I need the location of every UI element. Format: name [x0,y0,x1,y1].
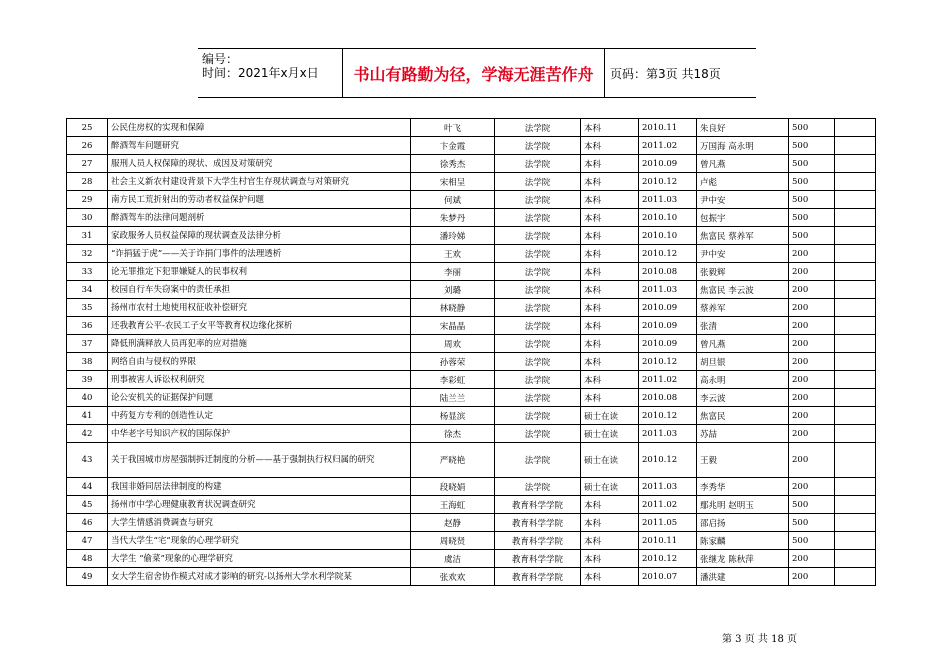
project-title: 女大学生宿舍协作模式对成才影响的研究-以扬州大学水利学院某 [108,568,411,586]
project-title: 论公安机关的证据保护问题 [108,389,411,407]
empty-cell [835,209,876,227]
empty-cell [835,245,876,263]
row-number: 27 [67,155,108,173]
advisor: 张清 [697,317,789,335]
start-date: 2010.12 [639,173,697,191]
start-date: 2010.10 [639,227,697,245]
education-level: 本科 [581,353,639,371]
student-name: 潘玲娣 [411,227,495,245]
row-number: 42 [67,425,108,443]
empty-cell [835,353,876,371]
advisor: 蔡养军 [697,299,789,317]
project-title: 服刑人员人权保障的现状、成因及对策研究 [108,155,411,173]
row-number: 30 [67,209,108,227]
education-level: 硕士在读 [581,407,639,425]
student-name: 朱梦丹 [411,209,495,227]
education-level: 本科 [581,191,639,209]
project-title: 我国非婚同居法律制度的构建 [108,478,411,496]
funding-amount: 500 [789,155,835,173]
project-title: 关于我国城市房屋强制拆迁制度的分析——基于强制执行权归属的研究 [108,443,411,478]
student-name: 李丽 [411,263,495,281]
college: 教育科学学院 [495,514,581,532]
project-title: 公民住房权的实现和保障 [108,119,411,137]
advisor: 焦富民 李云波 [697,281,789,299]
table-row [67,137,876,155]
table-row [67,478,876,496]
funding-amount: 500 [789,119,835,137]
funding-amount: 200 [789,425,835,443]
advisor: 邵启扬 [697,514,789,532]
college: 法学院 [495,227,581,245]
start-date: 2010.08 [639,389,697,407]
advisor: 卢彪 [697,173,789,191]
college: 法学院 [495,335,581,353]
empty-cell [835,371,876,389]
header-meta [198,49,342,97]
project-title: 校园自行车失窃案中的责任承担 [108,281,411,299]
table-row [67,425,876,443]
college: 教育科学学院 [495,496,581,514]
empty-cell [835,299,876,317]
student-name: 赵静 [411,514,495,532]
funding-amount: 500 [789,514,835,532]
table-row [67,335,876,353]
funding-amount: 200 [789,353,835,371]
student-name: 何斌 [411,191,495,209]
table-row [67,496,876,514]
empty-cell [835,425,876,443]
start-date: 2010.09 [639,335,697,353]
table-row [67,568,876,586]
project-title: 醉酒驾车问题研究 [108,137,411,155]
start-date: 2011.02 [639,137,697,155]
empty-cell [835,119,876,137]
funding-amount: 500 [789,191,835,209]
college: 法学院 [495,119,581,137]
education-level: 本科 [581,317,639,335]
college: 教育科学学院 [495,550,581,568]
table-row [67,371,876,389]
funding-amount: 200 [789,245,835,263]
empty-cell [835,568,876,586]
table-row [67,299,876,317]
page-info: 页码：第3页 共18页 [610,66,721,81]
advisor: 胡旦银 [697,353,789,371]
student-name: 徐秀杰 [411,155,495,173]
table-row [67,173,876,191]
row-number: 26 [67,137,108,155]
student-name: 卞金霞 [411,137,495,155]
row-number: 43 [67,443,108,478]
empty-cell [835,496,876,514]
education-level: 本科 [581,389,639,407]
start-date: 2010.12 [639,550,697,568]
row-number: 49 [67,568,108,586]
college: 法学院 [495,317,581,335]
table-row [67,317,876,335]
row-number: 33 [67,263,108,281]
student-name: 段晓娟 [411,478,495,496]
advisor: 苏喆 [697,425,789,443]
student-name: 周欢 [411,335,495,353]
student-name: 虞洁 [411,550,495,568]
empty-cell [835,281,876,299]
college: 法学院 [495,155,581,173]
project-table [66,118,876,586]
education-level: 本科 [581,263,639,281]
table-row [67,407,876,425]
table-row [67,245,876,263]
funding-amount: 200 [789,263,835,281]
project-title: 大学生情感消费调查与研究 [108,514,411,532]
start-date: 2010.09 [639,155,697,173]
education-level: 本科 [581,496,639,514]
project-title: 降低刑满释放人员再犯率的应对措施 [108,335,411,353]
row-number: 34 [67,281,108,299]
funding-amount: 500 [789,137,835,155]
funding-amount: 500 [789,532,835,550]
start-date: 2010.12 [639,443,697,478]
funding-amount: 500 [789,173,835,191]
education-level: 本科 [581,173,639,191]
start-date: 2010.12 [639,245,697,263]
college: 法学院 [495,245,581,263]
time-label: 时间：2021年x月x日 [202,66,319,80]
project-title: 网络自由与侵权的界限 [108,353,411,371]
project-title: 论无罪推定下犯罪嫌疑人的民事权利 [108,263,411,281]
project-title: 还我教育公平-农民工子女平等教育权边缘化探析 [108,317,411,335]
start-date: 2010.07 [639,568,697,586]
funding-amount: 200 [789,550,835,568]
project-title: 扬州市农村土地使用权征收补偿研究 [108,299,411,317]
project-title: 扬州市中学心理健康教育状况调查研究 [108,496,411,514]
empty-cell [835,173,876,191]
student-name: 叶飞 [411,119,495,137]
education-level: 本科 [581,245,639,263]
funding-amount: 200 [789,568,835,586]
advisor: 李云波 [697,389,789,407]
advisor: 潘洪建 [697,568,789,586]
empty-cell [835,137,876,155]
advisor: 曾凡燕 [697,155,789,173]
row-number: 46 [67,514,108,532]
student-name: 孙蓉荣 [411,353,495,371]
start-date: 2010.09 [639,317,697,335]
start-date: 2010.11 [639,119,697,137]
row-number: 29 [67,191,108,209]
college: 法学院 [495,407,581,425]
college: 教育科学学院 [495,532,581,550]
table-row [67,389,876,407]
college: 法学院 [495,478,581,496]
funding-amount: 200 [789,335,835,353]
row-number: 36 [67,317,108,335]
project-title: 南方民工荒折射出的劳动者权益保护问题 [108,191,411,209]
college: 法学院 [495,353,581,371]
student-name: 刘璐 [411,281,495,299]
education-level: 本科 [581,299,639,317]
student-name: 王欢 [411,245,495,263]
funding-amount: 200 [789,299,835,317]
education-level: 本科 [581,550,639,568]
funding-amount: 500 [789,209,835,227]
empty-cell [835,407,876,425]
project-title: 当代大学生“宅”现象的心理学研究 [108,532,411,550]
advisor: 焦富民 蔡养军 [697,227,789,245]
college: 法学院 [495,209,581,227]
advisor: 万国海 高永明 [697,137,789,155]
start-date: 2011.03 [639,191,697,209]
table-row [67,263,876,281]
student-name: 宋晶晶 [411,317,495,335]
education-level: 本科 [581,227,639,245]
education-level: 本科 [581,335,639,353]
college: 法学院 [495,299,581,317]
project-title: 中华老字号知识产权的国际保护 [108,425,411,443]
empty-cell [835,155,876,173]
row-number: 39 [67,371,108,389]
start-date: 2011.03 [639,478,697,496]
table-row [67,191,876,209]
start-date: 2010.09 [639,299,697,317]
empty-cell [835,317,876,335]
table-row [67,209,876,227]
project-title: “诈捐猛于虎”——关于诈捐门事件的法理透析 [108,245,411,263]
table-row [67,443,876,478]
advisor: 张继龙 陈秋萍 [697,550,789,568]
row-number: 41 [67,407,108,425]
funding-amount: 200 [789,371,835,389]
education-level: 本科 [581,137,639,155]
student-name: 张欢欢 [411,568,495,586]
education-level: 本科 [581,209,639,227]
student-name: 陆兰兰 [411,389,495,407]
advisor: 张毅辉 [697,263,789,281]
funding-amount: 500 [789,496,835,514]
start-date: 2011.03 [639,425,697,443]
advisor: 尹中安 [697,191,789,209]
table-row [67,550,876,568]
empty-cell [835,532,876,550]
college: 法学院 [495,443,581,478]
college: 法学院 [495,389,581,407]
advisor: 焦富民 [697,407,789,425]
funding-amount: 200 [789,281,835,299]
row-number: 31 [67,227,108,245]
row-number: 47 [67,532,108,550]
college: 法学院 [495,425,581,443]
funding-amount: 200 [789,389,835,407]
start-date: 2010.08 [639,263,697,281]
page-header [198,48,756,98]
funding-amount: 500 [789,227,835,245]
education-level: 硕士在读 [581,443,639,478]
funding-amount: 200 [789,443,835,478]
education-level: 本科 [581,514,639,532]
advisor: 尹中安 [697,245,789,263]
funding-amount: 200 [789,478,835,496]
student-name: 周晓贤 [411,532,495,550]
college: 法学院 [495,173,581,191]
empty-cell [835,478,876,496]
education-level: 本科 [581,371,639,389]
student-name: 宋相呈 [411,173,495,191]
table-row [67,353,876,371]
row-number: 25 [67,119,108,137]
row-number: 32 [67,245,108,263]
education-level: 本科 [581,281,639,299]
college: 法学院 [495,371,581,389]
empty-cell [835,514,876,532]
empty-cell [835,550,876,568]
start-date: 2010.12 [639,353,697,371]
student-name: 王海虹 [411,496,495,514]
start-date: 2010.10 [639,209,697,227]
advisor: 鄢兆明 赵明玉 [697,496,789,514]
row-number: 40 [67,389,108,407]
student-name: 杨显滨 [411,407,495,425]
college: 法学院 [495,281,581,299]
table-row [67,119,876,137]
advisor: 李秀华 [697,478,789,496]
table-row [67,227,876,245]
row-number: 45 [67,496,108,514]
college: 法学院 [495,137,581,155]
start-date: 2011.02 [639,496,697,514]
student-name: 徐杰 [411,425,495,443]
advisor: 王毅 [697,443,789,478]
empty-cell [835,335,876,353]
motto: 书山有路勤为径，学海无涯苦作舟 [342,49,605,97]
project-title: 家政服务人员权益保障的现状调查及法律分析 [108,227,411,245]
college: 教育科学学院 [495,568,581,586]
advisor: 朱良好 [697,119,789,137]
row-number: 37 [67,335,108,353]
project-title: 社会主义新农村建设背景下大学生村官生存现状调查与对策研究 [108,173,411,191]
funding-amount: 200 [789,317,835,335]
project-title: 大学生 “偷菜”现象的心理学研究 [108,550,411,568]
college: 法学院 [495,191,581,209]
advisor: 曾凡燕 [697,335,789,353]
advisor: 陈家麟 [697,532,789,550]
project-title: 刑事被害人诉讼权利研究 [108,371,411,389]
education-level: 本科 [581,568,639,586]
table-row [67,532,876,550]
student-name: 林晓静 [411,299,495,317]
table-row [67,281,876,299]
start-date: 2011.03 [639,281,697,299]
advisor: 包振宇 [697,209,789,227]
row-number: 38 [67,353,108,371]
table-row [67,155,876,173]
funding-amount: 200 [789,407,835,425]
number-label: 编号： [202,52,239,66]
advisor: 高永明 [697,371,789,389]
page-footer: 第 3 页 共 18 页 [722,634,797,645]
project-title: 中药复方专利的创造性认定 [108,407,411,425]
row-number: 35 [67,299,108,317]
row-number: 44 [67,478,108,496]
empty-cell [835,443,876,478]
student-name: 严晓艳 [411,443,495,478]
table-row [67,514,876,532]
empty-cell [835,263,876,281]
education-level: 硕士在读 [581,478,639,496]
student-name: 李彩虹 [411,371,495,389]
start-date: 2010.11 [639,532,697,550]
start-date: 2010.12 [639,407,697,425]
education-level: 本科 [581,119,639,137]
education-level: 本科 [581,155,639,173]
row-number: 28 [67,173,108,191]
education-level: 硕士在读 [581,425,639,443]
project-title: 醉酒驾车的法律问题剖析 [108,209,411,227]
college: 法学院 [495,263,581,281]
empty-cell [835,227,876,245]
row-number: 48 [67,550,108,568]
start-date: 2011.05 [639,514,697,532]
empty-cell [835,191,876,209]
start-date: 2011.02 [639,371,697,389]
empty-cell [835,389,876,407]
education-level: 本科 [581,532,639,550]
